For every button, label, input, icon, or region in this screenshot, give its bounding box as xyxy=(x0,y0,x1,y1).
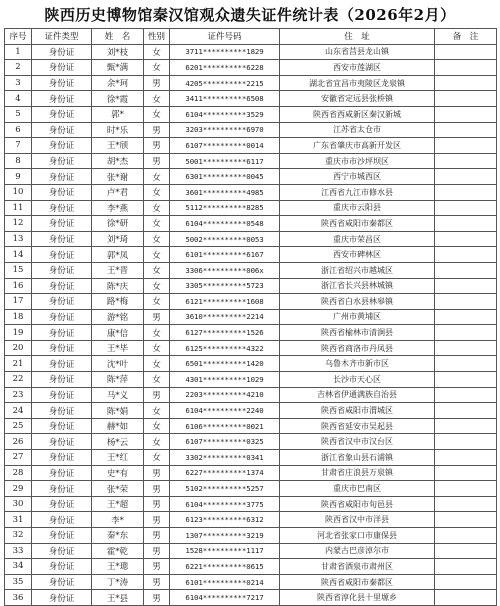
cell-remarks xyxy=(435,559,497,575)
cell-index: 16 xyxy=(5,278,32,294)
table-body xyxy=(5,44,497,605)
cell-id-number: 6123**********6312 xyxy=(170,512,280,528)
cell-id-number: 5001**********6117 xyxy=(170,153,280,169)
cell-id-type: 身份证 xyxy=(32,122,92,138)
cell-id-type: 身份证 xyxy=(32,387,92,403)
cell-id-number: 6125**********4322 xyxy=(170,340,280,356)
header-id-number: 证件号码 xyxy=(170,29,280,45)
cell-gender: 男 xyxy=(144,122,170,138)
cell-remarks xyxy=(435,340,497,356)
table-row xyxy=(5,75,497,91)
cell-id-type: 身份证 xyxy=(32,418,92,434)
cell-gender: 男 xyxy=(144,481,170,497)
cell-id-type: 身份证 xyxy=(32,184,92,200)
cell-index: 3 xyxy=(5,75,32,91)
cell-remarks xyxy=(435,91,497,107)
cell-index: 1 xyxy=(5,44,32,60)
header-gender: 性别 xyxy=(144,29,170,45)
cell-remarks xyxy=(435,200,497,216)
cell-index: 26 xyxy=(5,434,32,450)
cell-id-number: 6106**********0021 xyxy=(170,418,280,434)
cell-id-type: 身份证 xyxy=(32,247,92,263)
cell-remarks xyxy=(435,590,497,606)
cell-address: 广州市黄埔区 xyxy=(280,309,435,325)
cell-index: 11 xyxy=(5,200,32,216)
cell-gender: 女 xyxy=(144,60,170,76)
cell-remarks xyxy=(435,372,497,388)
cell-address: 陕西省西咸新区秦汉新城 xyxy=(280,106,435,122)
cell-name: 王*璁 xyxy=(92,559,144,575)
cell-gender: 男 xyxy=(144,138,170,154)
table-row xyxy=(5,200,497,216)
cell-index: 28 xyxy=(5,465,32,481)
table-header-row xyxy=(5,29,497,45)
cell-id-type: 身份证 xyxy=(32,434,92,450)
cell-address: 长沙市天心区 xyxy=(280,372,435,388)
cell-remarks xyxy=(435,184,497,200)
cell-address: 江苏省太仓市 xyxy=(280,122,435,138)
cell-id-type: 身份证 xyxy=(32,44,92,60)
cell-address: 湖北省宜昌市夷陵区龙泉镇 xyxy=(280,75,435,91)
cell-id-number: 1528**********1117 xyxy=(170,543,280,559)
cell-remarks xyxy=(435,278,497,294)
header-name: 姓 名 xyxy=(92,29,144,45)
cell-id-type: 身份证 xyxy=(32,590,92,606)
table-row xyxy=(5,481,497,497)
cell-name: 沈*叶 xyxy=(92,356,144,372)
cell-id-number: 6101**********6167 xyxy=(170,247,280,263)
cell-id-type: 身份证 xyxy=(32,543,92,559)
cell-index: 13 xyxy=(5,231,32,247)
cell-address: 陕西省汉中市汉台区 xyxy=(280,434,435,450)
cell-remarks xyxy=(435,106,497,122)
cell-gender: 男 xyxy=(144,528,170,544)
cell-id-number: 5002**********0053 xyxy=(170,231,280,247)
cell-id-type: 身份证 xyxy=(32,91,92,107)
table-row xyxy=(5,372,497,388)
table-row xyxy=(5,528,497,544)
cell-id-type: 身份证 xyxy=(32,450,92,466)
cell-id-number: 6104**********7217 xyxy=(170,590,280,606)
cell-gender: 女 xyxy=(144,340,170,356)
cell-id-type: 身份证 xyxy=(32,309,92,325)
cell-id-type: 身份证 xyxy=(32,512,92,528)
cell-remarks xyxy=(435,138,497,154)
cell-name: 王*毕 xyxy=(92,340,144,356)
cell-id-type: 身份证 xyxy=(32,356,92,372)
cell-index: 9 xyxy=(5,169,32,185)
cell-gender: 女 xyxy=(144,106,170,122)
cell-name: 郭*凤 xyxy=(92,247,144,263)
table-row xyxy=(5,403,497,419)
cell-name: 张*荣 xyxy=(92,481,144,497)
cell-gender: 女 xyxy=(144,91,170,107)
cell-id-number: 6104**********3529 xyxy=(170,106,280,122)
cell-remarks xyxy=(435,450,497,466)
table-row xyxy=(5,387,497,403)
cell-name: 郭* xyxy=(92,106,144,122)
cell-id-number: 3711**********1829 xyxy=(170,44,280,60)
cell-gender: 女 xyxy=(144,44,170,60)
cell-address: 西安市莲湖区 xyxy=(280,60,435,76)
cell-remarks xyxy=(435,481,497,497)
cell-name: 游*铭 xyxy=(92,309,144,325)
cell-id-number: 4205**********2215 xyxy=(170,75,280,91)
cell-id-number: 4301**********1029 xyxy=(170,372,280,388)
table-row xyxy=(5,122,497,138)
table-row xyxy=(5,106,497,122)
cell-name: 王*颀 xyxy=(92,138,144,154)
cell-remarks xyxy=(435,294,497,310)
cell-gender: 女 xyxy=(144,262,170,278)
cell-name: 赫*如 xyxy=(92,418,144,434)
cell-id-number: 2203**********4210 xyxy=(170,387,280,403)
cell-gender: 男 xyxy=(144,465,170,481)
cell-id-number: 6101**********0214 xyxy=(170,574,280,590)
cell-index: 24 xyxy=(5,403,32,419)
cell-gender: 女 xyxy=(144,356,170,372)
cell-index: 2 xyxy=(5,60,32,76)
cell-gender: 女 xyxy=(144,278,170,294)
header-address: 住 址 xyxy=(280,29,435,45)
cell-index: 15 xyxy=(5,262,32,278)
cell-name: 陈*娟 xyxy=(92,403,144,419)
cell-address: 乌鲁木齐市新市区 xyxy=(280,356,435,372)
cell-name: 陈*庆 xyxy=(92,278,144,294)
cell-id-number: 6104**********0548 xyxy=(170,216,280,232)
cell-name: 霍*乾 xyxy=(92,543,144,559)
cell-id-type: 身份证 xyxy=(32,496,92,512)
cell-index: 5 xyxy=(5,106,32,122)
cell-id-type: 身份证 xyxy=(32,528,92,544)
table-row xyxy=(5,543,497,559)
table-row xyxy=(5,340,497,356)
cell-address: 陕西省延安市吴起县 xyxy=(280,418,435,434)
cell-id-type: 身份证 xyxy=(32,325,92,341)
cell-gender: 女 xyxy=(144,216,170,232)
cell-address: 重庆市云阳县 xyxy=(280,200,435,216)
table-row xyxy=(5,216,497,232)
cell-remarks xyxy=(435,403,497,419)
cell-name: 张*谢 xyxy=(92,169,144,185)
cell-id-number: 6501**********1420 xyxy=(170,356,280,372)
cell-id-number: 3411**********6508 xyxy=(170,91,280,107)
cell-id-type: 身份证 xyxy=(32,481,92,497)
cell-id-type: 身份证 xyxy=(32,231,92,247)
cell-address: 陕西省商洛市丹凤县 xyxy=(280,340,435,356)
cell-id-type: 身份证 xyxy=(32,559,92,575)
cell-remarks xyxy=(435,543,497,559)
cell-gender: 女 xyxy=(144,450,170,466)
cell-remarks xyxy=(435,496,497,512)
cell-id-number: 6301**********0045 xyxy=(170,169,280,185)
cell-address: 陕西省咸阳市渭城区 xyxy=(280,403,435,419)
cell-name: 王*红 xyxy=(92,450,144,466)
cell-index: 31 xyxy=(5,512,32,528)
cell-gender: 男 xyxy=(144,153,170,169)
cell-gender: 女 xyxy=(144,418,170,434)
cell-address: 甘肃省庄浪县万泉镇 xyxy=(280,465,435,481)
cell-gender: 女 xyxy=(144,247,170,263)
cell-address: 陕西省咸阳市旬邑县 xyxy=(280,496,435,512)
cell-id-type: 身份证 xyxy=(32,294,92,310)
cell-id-type: 身份证 xyxy=(32,574,92,590)
cell-gender: 女 xyxy=(144,294,170,310)
cell-gender: 男 xyxy=(144,574,170,590)
cell-name: 路*梅 xyxy=(92,294,144,310)
table-row xyxy=(5,418,497,434)
cell-address: 重庆市巴南区 xyxy=(280,481,435,497)
cell-id-number: 3203**********6970 xyxy=(170,122,280,138)
table-row xyxy=(5,278,497,294)
cell-name: 徐*霞 xyxy=(92,91,144,107)
cell-index: 7 xyxy=(5,138,32,154)
cell-id-number: 6227**********1374 xyxy=(170,465,280,481)
table-row xyxy=(5,262,497,278)
cell-address: 陕西省榆林市清涧县 xyxy=(280,325,435,341)
cell-id-number: 6104**********3775 xyxy=(170,496,280,512)
cell-id-type: 身份证 xyxy=(32,138,92,154)
cell-id-number: 6107**********0325 xyxy=(170,434,280,450)
table-row xyxy=(5,309,497,325)
cell-index: 6 xyxy=(5,122,32,138)
cell-id-number: 6104**********2240 xyxy=(170,403,280,419)
cell-address: 吉林省伊通满族自治县 xyxy=(280,387,435,403)
cell-id-number: 6201**********6228 xyxy=(170,60,280,76)
cell-id-type: 身份证 xyxy=(32,153,92,169)
cell-address: 西安市碑林区 xyxy=(280,247,435,263)
table-row xyxy=(5,434,497,450)
cell-id-number: 1307**********3219 xyxy=(170,528,280,544)
cell-index: 23 xyxy=(5,387,32,403)
cell-index: 22 xyxy=(5,372,32,388)
cell-address: 陕西省咸阳市秦都区 xyxy=(280,574,435,590)
cell-address: 重庆市市沙坪坝区 xyxy=(280,153,435,169)
cell-gender: 男 xyxy=(144,512,170,528)
cell-index: 14 xyxy=(5,247,32,263)
cell-gender: 女 xyxy=(144,184,170,200)
cell-address: 重庆市荣昌区 xyxy=(280,231,435,247)
cell-index: 35 xyxy=(5,574,32,590)
cell-id-type: 身份证 xyxy=(32,200,92,216)
cell-remarks xyxy=(435,512,497,528)
table-row xyxy=(5,44,497,60)
table-row xyxy=(5,153,497,169)
cell-name: 时*乐 xyxy=(92,122,144,138)
header-index: 序号 xyxy=(5,29,32,45)
cell-address: 陕西省白水县林皋镇 xyxy=(280,294,435,310)
cell-remarks xyxy=(435,153,497,169)
cell-gender: 男 xyxy=(144,590,170,606)
cell-name: 秦*东 xyxy=(92,528,144,544)
cell-gender: 女 xyxy=(144,434,170,450)
cell-index: 4 xyxy=(5,91,32,107)
cell-remarks xyxy=(435,356,497,372)
table-row xyxy=(5,184,497,200)
cell-gender: 男 xyxy=(144,559,170,575)
cell-index: 20 xyxy=(5,340,32,356)
header-id-type: 证件类型 xyxy=(32,29,92,45)
cell-remarks xyxy=(435,309,497,325)
table-row xyxy=(5,231,497,247)
table-row xyxy=(5,138,497,154)
cell-gender: 女 xyxy=(144,200,170,216)
table-row xyxy=(5,590,497,606)
table-row xyxy=(5,325,497,341)
table-row xyxy=(5,60,497,76)
cell-remarks xyxy=(435,44,497,60)
cell-index: 21 xyxy=(5,356,32,372)
cell-name: 王*晋 xyxy=(92,262,144,278)
table-row xyxy=(5,169,497,185)
cell-gender: 男 xyxy=(144,75,170,91)
cell-id-number: 3306**********006x xyxy=(170,262,280,278)
cell-index: 8 xyxy=(5,153,32,169)
cell-id-number: 3610**********2214 xyxy=(170,309,280,325)
cell-address: 陕西省淳化县十里塬乡 xyxy=(280,590,435,606)
cell-remarks xyxy=(435,169,497,185)
cell-name: 甄*满 xyxy=(92,60,144,76)
cell-id-number: 3601**********4985 xyxy=(170,184,280,200)
cell-index: 10 xyxy=(5,184,32,200)
cell-remarks xyxy=(435,387,497,403)
cell-name: 卢*君 xyxy=(92,184,144,200)
cell-address: 河北省张家口市康保县 xyxy=(280,528,435,544)
cell-name: 史*有 xyxy=(92,465,144,481)
cell-name: 陈*萍 xyxy=(92,372,144,388)
cell-gender: 男 xyxy=(144,543,170,559)
cell-remarks xyxy=(435,75,497,91)
cell-id-type: 身份证 xyxy=(32,340,92,356)
cell-gender: 女 xyxy=(144,325,170,341)
cell-remarks xyxy=(435,325,497,341)
cell-id-type: 身份证 xyxy=(32,216,92,232)
cell-id-number: 6107**********0014 xyxy=(170,138,280,154)
cell-id-number: 5102**********5257 xyxy=(170,481,280,497)
cell-remarks xyxy=(435,122,497,138)
table-row xyxy=(5,512,497,528)
table-row xyxy=(5,247,497,263)
cell-index: 34 xyxy=(5,559,32,575)
cell-gender: 男 xyxy=(144,309,170,325)
cell-remarks xyxy=(435,418,497,434)
cell-remarks xyxy=(435,60,497,76)
cell-gender: 女 xyxy=(144,403,170,419)
cell-name: 杨*云 xyxy=(92,434,144,450)
cell-id-number: 6127**********1526 xyxy=(170,325,280,341)
cell-remarks xyxy=(435,216,497,232)
lost-id-table xyxy=(4,28,497,606)
cell-remarks xyxy=(435,247,497,263)
table-row xyxy=(5,91,497,107)
cell-id-number: 3302**********0341 xyxy=(170,450,280,466)
cell-remarks xyxy=(435,434,497,450)
cell-name: 王*县 xyxy=(92,590,144,606)
cell-gender: 女 xyxy=(144,231,170,247)
table-row xyxy=(5,559,497,575)
cell-address: 浙江省象山县石浦镇 xyxy=(280,450,435,466)
header-remarks: 备 注 xyxy=(435,29,497,45)
cell-remarks xyxy=(435,528,497,544)
cell-id-type: 身份证 xyxy=(32,106,92,122)
cell-index: 17 xyxy=(5,294,32,310)
cell-remarks xyxy=(435,262,497,278)
table-row xyxy=(5,574,497,590)
cell-address: 甘肃省酒泉市肃州区 xyxy=(280,559,435,575)
cell-index: 19 xyxy=(5,325,32,341)
cell-address: 江西省九江市修水县 xyxy=(280,184,435,200)
cell-gender: 女 xyxy=(144,169,170,185)
cell-name: 王*超 xyxy=(92,496,144,512)
cell-index: 36 xyxy=(5,590,32,606)
cell-index: 30 xyxy=(5,496,32,512)
cell-id-number: 6121**********1608 xyxy=(170,294,280,310)
cell-name: 徐*研 xyxy=(92,216,144,232)
cell-remarks xyxy=(435,465,497,481)
cell-id-type: 身份证 xyxy=(32,169,92,185)
cell-id-type: 身份证 xyxy=(32,372,92,388)
table-row xyxy=(5,356,497,372)
cell-id-type: 身份证 xyxy=(32,465,92,481)
cell-address: 浙江省长兴县林城镇 xyxy=(280,278,435,294)
cell-name: 余*珂 xyxy=(92,75,144,91)
cell-id-number: 3305**********5723 xyxy=(170,278,280,294)
cell-index: 27 xyxy=(5,450,32,466)
cell-name: 刘*枝 xyxy=(92,44,144,60)
cell-index: 25 xyxy=(5,418,32,434)
cell-id-number: 6221**********0615 xyxy=(170,559,280,575)
cell-index: 29 xyxy=(5,481,32,497)
cell-id-type: 身份证 xyxy=(32,278,92,294)
cell-address: 西宁市城西区 xyxy=(280,169,435,185)
cell-address: 陕西省咸阳市秦都区 xyxy=(280,216,435,232)
cell-gender: 男 xyxy=(144,496,170,512)
table-row xyxy=(5,496,497,512)
cell-name: 胡*杰 xyxy=(92,153,144,169)
cell-address: 安徽省定远县张桥镇 xyxy=(280,91,435,107)
cell-address: 浙江省绍兴市越城区 xyxy=(280,262,435,278)
document-title: 陕西历史博物馆秦汉馆观众遗失证件统计表（2026年2月） xyxy=(44,6,456,24)
cell-name: 李* xyxy=(92,512,144,528)
cell-remarks xyxy=(435,231,497,247)
cell-name: 刘*琦 xyxy=(92,231,144,247)
cell-address: 陕西省汉中市洋县 xyxy=(280,512,435,528)
cell-name: 李*燕 xyxy=(92,200,144,216)
cell-index: 32 xyxy=(5,528,32,544)
cell-name: 马*义 xyxy=(92,387,144,403)
cell-gender: 女 xyxy=(144,372,170,388)
table-row xyxy=(5,450,497,466)
cell-id-type: 身份证 xyxy=(32,75,92,91)
cell-index: 12 xyxy=(5,216,32,232)
table-row xyxy=(5,465,497,481)
cell-address: 广东省肇庆市高新开发区 xyxy=(280,138,435,154)
cell-remarks xyxy=(435,574,497,590)
cell-name: 康*信 xyxy=(92,325,144,341)
cell-gender: 男 xyxy=(144,387,170,403)
cell-index: 33 xyxy=(5,543,32,559)
cell-id-number: 5112**********8285 xyxy=(170,200,280,216)
cell-address: 山东省莒县龙山镇 xyxy=(280,44,435,60)
cell-name: 丁*涛 xyxy=(92,574,144,590)
cell-id-type: 身份证 xyxy=(32,403,92,419)
table-row xyxy=(5,294,497,310)
cell-id-type: 身份证 xyxy=(32,262,92,278)
cell-index: 18 xyxy=(5,309,32,325)
cell-address: 内蒙古巴彦淖尔市 xyxy=(280,543,435,559)
cell-id-type: 身份证 xyxy=(32,60,92,76)
